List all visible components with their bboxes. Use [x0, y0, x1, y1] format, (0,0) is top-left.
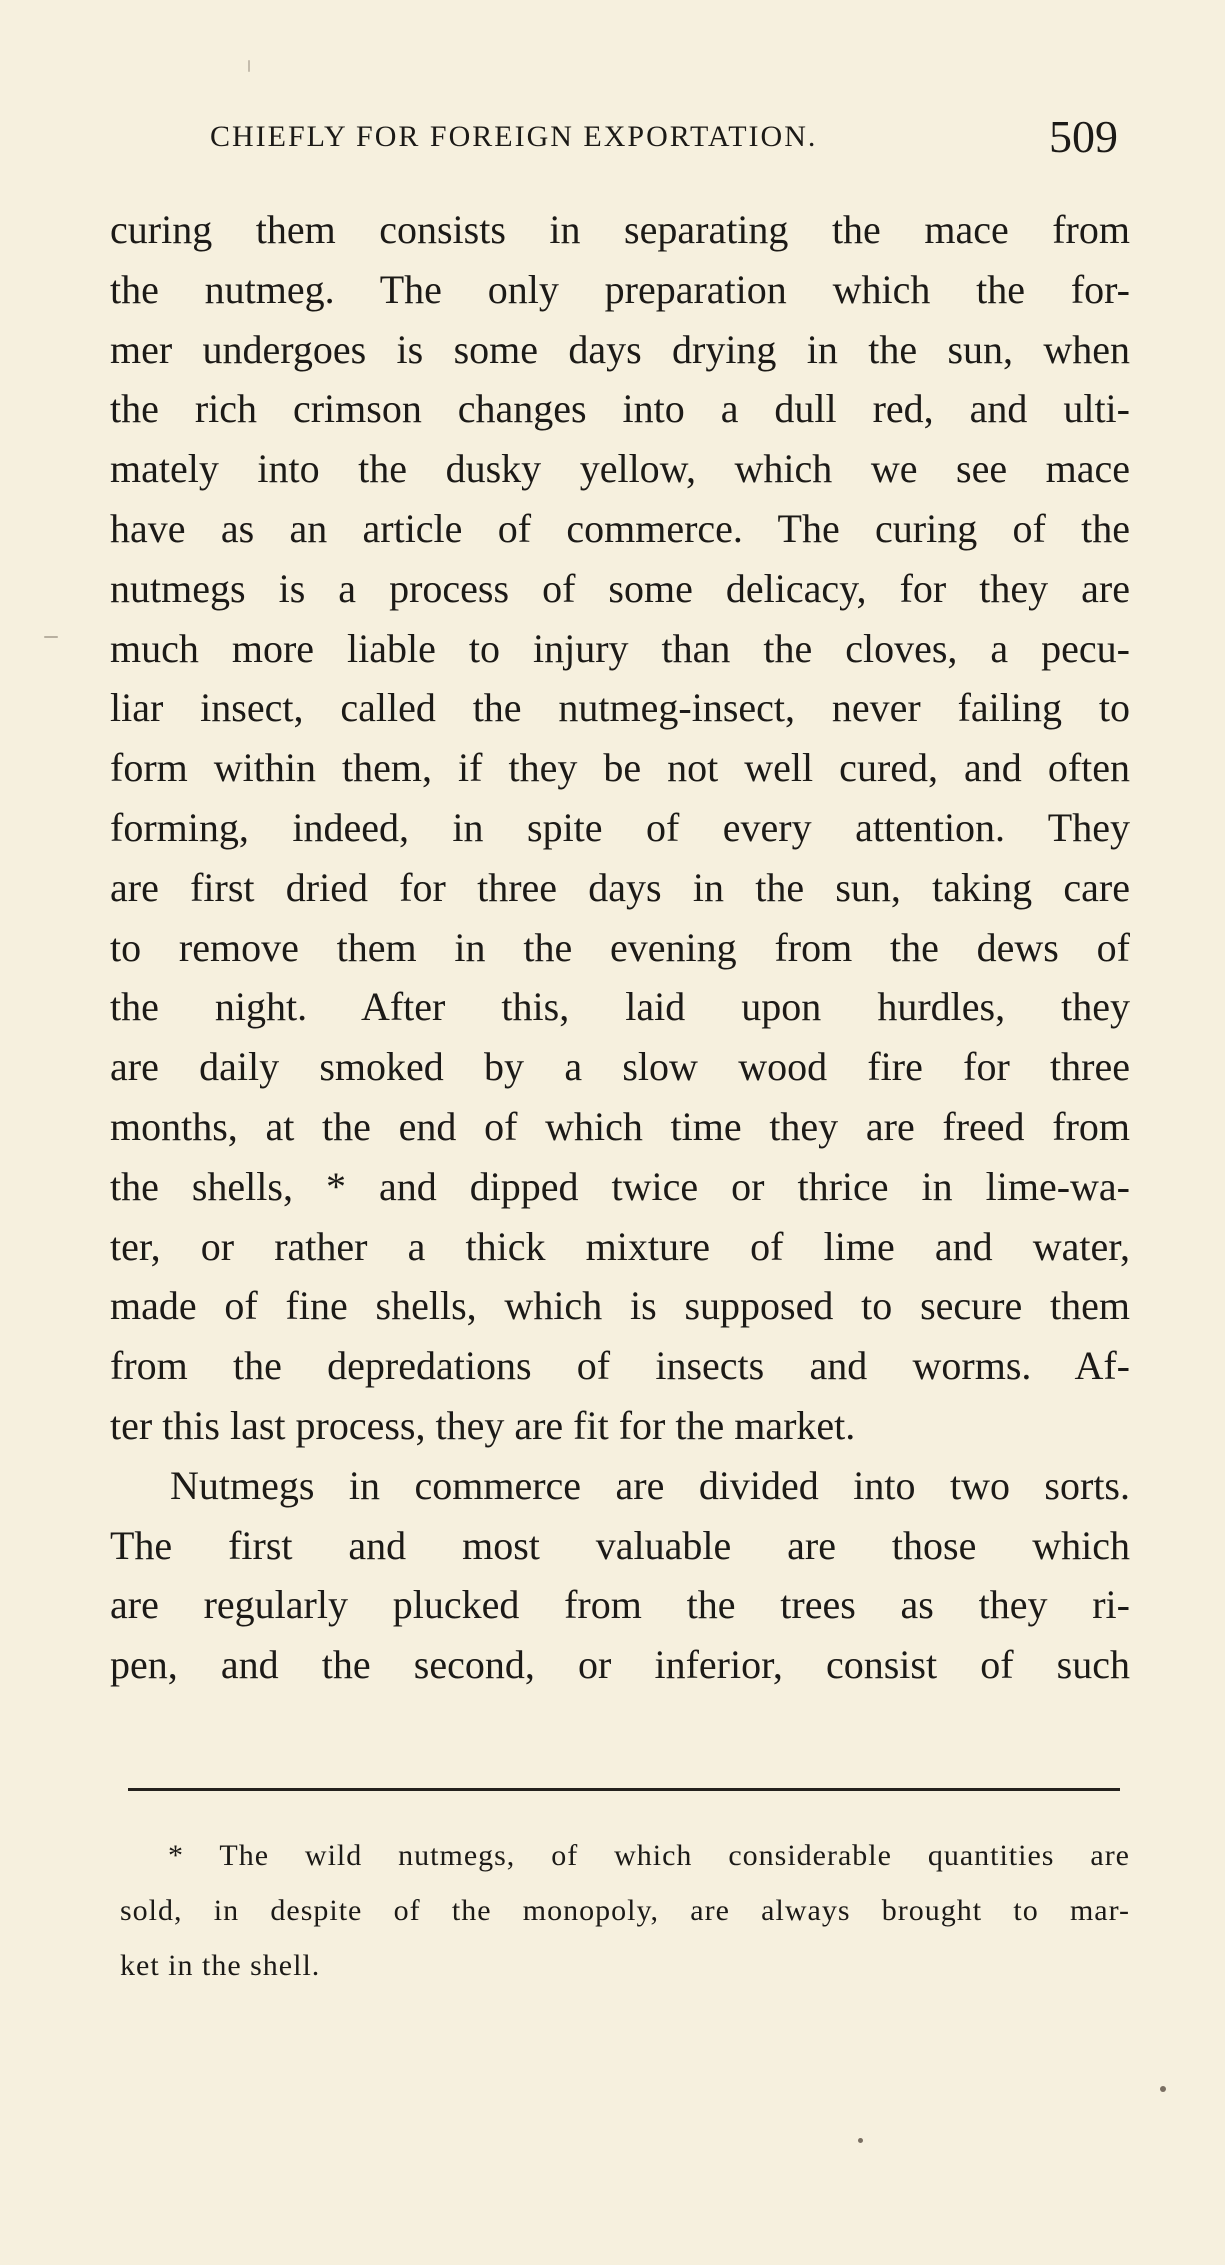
footnote-line: * The wild nutmegs, of which considerable quantities are	[168, 1839, 1130, 1872]
body-line: the rich crimson changes into a dull red, and ulti-	[110, 386, 1130, 432]
body-line: the nutmeg. The only preparation which the for-	[110, 266, 1130, 312]
body-line: from the depredations of insects and worms. Af-	[110, 1343, 1130, 1389]
paper-speck	[248, 60, 250, 72]
body-line: The first and most valuable are those which	[110, 1522, 1130, 1568]
body-line: mer undergoes is some days drying in the sun, when	[110, 326, 1130, 372]
body-line: are daily smoked by a slow wood fire for three	[110, 1044, 1130, 1090]
running-title: CHIEFLY FOR FOREIGN EXPORTATION.	[210, 120, 818, 153]
body-line: much more liable to injury than the cloves, a pecu-	[110, 625, 1130, 671]
paper-speck	[1160, 2086, 1166, 2092]
body-line: made of fine shells, which is supposed to secure them	[110, 1283, 1130, 1329]
footnote-line: ket in the shell.	[120, 1949, 321, 1982]
paper-speck	[44, 636, 58, 638]
footnote-rule	[128, 1788, 1120, 1791]
body-line: forming, indeed, in spite of every attention. They	[110, 804, 1130, 850]
footnote	[120, 1828, 1130, 1993]
body-line: form within them, if they be not well cured, and often	[110, 745, 1130, 791]
body-line: mately into the dusky yellow, which we see mace	[110, 446, 1130, 492]
body-line: months, at the end of which time they are freed from	[110, 1103, 1130, 1149]
body-line: have as an article of commerce. The curing of the	[110, 505, 1130, 551]
body-line: curing them consists in separating the mace from	[110, 207, 1130, 252]
body-line: liar insect, called the nutmeg-insect, never failing to	[110, 685, 1130, 731]
running-head	[110, 108, 1120, 168]
body-line: ter this last process, they are fit for the market.	[110, 1402, 856, 1448]
body-line: nutmegs is a process of some delicacy, for they are	[110, 565, 1130, 611]
page-number: 509	[1049, 111, 1118, 162]
footnote-line: sold, in despite of the monopoly, are always brought to mar-	[120, 1894, 1130, 1927]
body-line: ter, or rather a thick mixture of lime and water,	[110, 1223, 1130, 1269]
body-line: the night. After this, laid upon hurdles, they	[110, 984, 1130, 1030]
paper-speck	[858, 2138, 863, 2143]
body-line: the shells, * and dipped twice or thrice in lime-wa-	[110, 1163, 1130, 1209]
body-line: are regularly plucked from the trees as they ri-	[110, 1582, 1130, 1628]
body-line: to remove them in the evening from the dews of	[110, 924, 1130, 970]
body-line: Nutmegs in commerce are divided into two sorts.	[170, 1462, 1130, 1508]
body-text	[110, 200, 1130, 1695]
body-line: are first dried for three days in the sun, taking care	[110, 864, 1130, 910]
body-line: pen, and the second, or inferior, consist of such	[110, 1642, 1130, 1688]
